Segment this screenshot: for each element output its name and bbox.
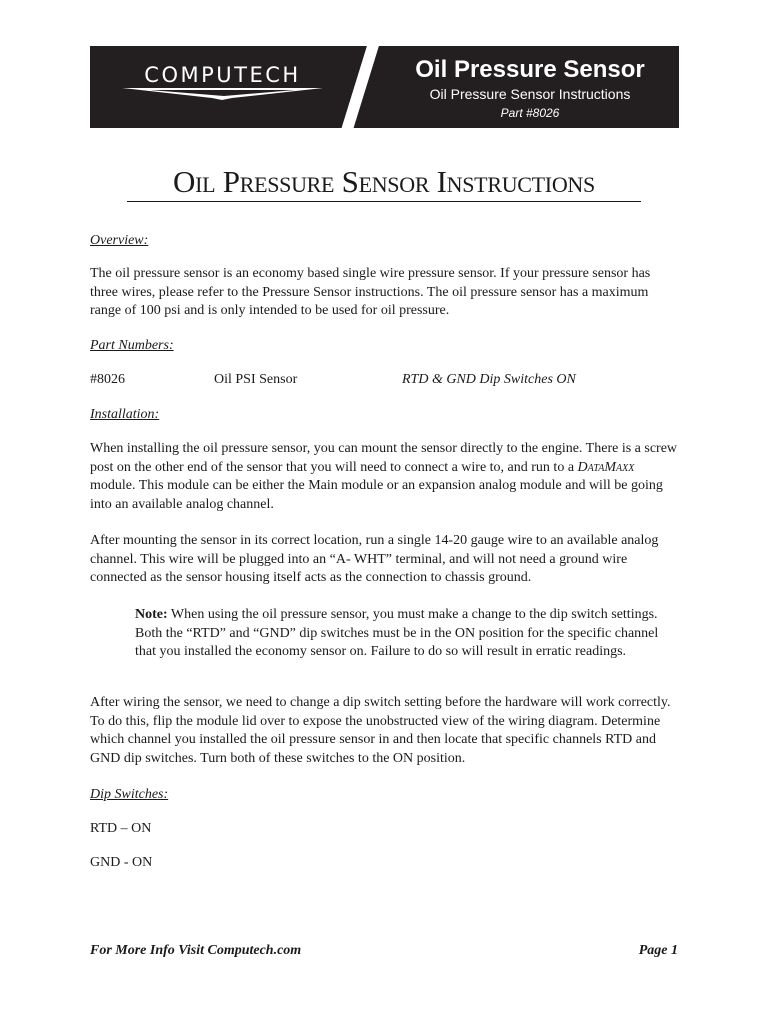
computech-logo bbox=[120, 63, 325, 103]
installation-paragraph-1 bbox=[90, 440, 680, 514]
installation-p1-text-a: When installing the oil pressure sensor, you can mount the sensor directly to the engine. There is a screw post on the other end of the sensor that you will need to connect a wire to, and run to a bbox=[90, 441, 678, 475]
page-title: Oil Pressure Sensor Instructions bbox=[127, 164, 641, 202]
note-callout bbox=[135, 606, 675, 662]
installation-paragraph-2: After mounting the sensor in its correct location, run a single 14-20 gauge wire to an available analog channel. This wire will be plugged into an “A- WHT” terminal, and will not need a ground wire connected as the sensor housing itself acts as the connection to chassis ground. bbox=[90, 533, 659, 586]
datamaxx-brand-name: DataMaxx bbox=[577, 459, 635, 475]
part-setting-cell: RTD & GND Dip Switches ON bbox=[402, 372, 576, 387]
footer-website-link: For More Info Visit Computech.com bbox=[90, 943, 302, 958]
part-number-cell: #8026 bbox=[90, 372, 125, 387]
installation-p1-text-b: module. This module can be either the Main module or an expansion analog module and will be going into an available analog channel. bbox=[90, 478, 663, 512]
overview-paragraph: The oil pressure sensor is an economy based single wire pressure sensor. If your pressure sensor has three wires, please refer to the Pressure Sensor instructions. The oil pressure sensor has a maximum range of 100 psi and is only intended to be used for oil pressure. bbox=[90, 266, 651, 319]
dip-switch-gnd: GND - ON bbox=[90, 855, 153, 870]
note-text: When using the oil pressure sensor, you must make a change to the dip switch settings. Both the “RTD” and “GND” dip switches must be in the ON position for the specific channel that you installed the economy sensor on. Failure to do so will result in erratic readings. bbox=[135, 607, 659, 660]
dip-switch-rtd: RTD – ON bbox=[90, 821, 152, 836]
note-label: Note: bbox=[135, 607, 168, 622]
installation-paragraph-3: After wiring the sensor, we need to change a dip switch setting before the hardware will work correctly. To do this, flip the module lid over to expose the unobstructed view of the wiring diagram. Determine which channel you installed the oil pressure sensor in and then locate that specific channels RTD and GND dip switches. Turn both of these switches to the ON position. bbox=[90, 695, 671, 766]
logo-swoosh-icon bbox=[120, 85, 325, 101]
part-numbers-heading: Part Numbers: bbox=[90, 338, 174, 353]
installation-heading: Installation: bbox=[90, 407, 160, 422]
banner-part-number: Part #8026 bbox=[500, 106, 560, 120]
banner-subtitle: Oil Pressure Sensor Instructions bbox=[429, 86, 631, 102]
page-number: Page 1 bbox=[638, 943, 678, 958]
dip-switches-heading: Dip Switches: bbox=[90, 787, 169, 802]
overview-heading: Overview: bbox=[90, 233, 149, 248]
banner-title: Oil Pressure Sensor bbox=[415, 56, 645, 83]
brand-wordmark: COMPUTECH bbox=[144, 63, 301, 87]
header-banner bbox=[90, 46, 679, 128]
part-name-cell: Oil PSI Sensor bbox=[214, 372, 298, 387]
